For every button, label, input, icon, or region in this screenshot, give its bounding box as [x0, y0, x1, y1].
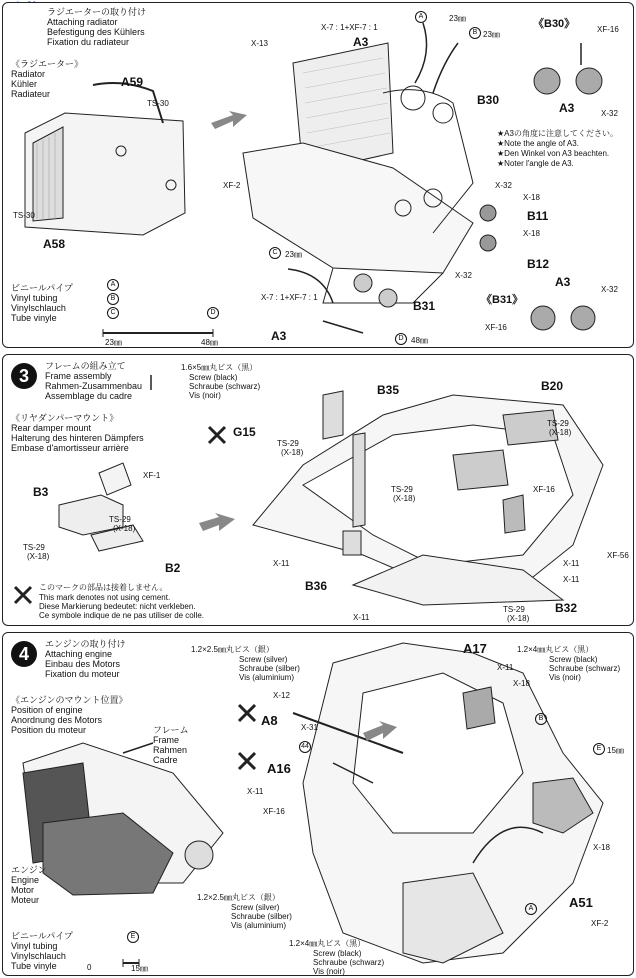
step3-sub-fr: Embase d'amortisseur arrière: [11, 443, 129, 453]
paint-xf16: XF-16: [263, 807, 285, 816]
step3-title-fr: Assemblage du cadre: [45, 391, 133, 401]
paint-ts29-1: TS-29: [277, 439, 299, 448]
step2-title-de: Befestigung des Kühlers: [47, 27, 145, 37]
step4-sub-de: Anordnung des Motors: [11, 715, 103, 725]
screw-silver-top-jp: 1.2×2.5㎜丸ビス（銀）: [191, 645, 274, 654]
tube-b-circle: B: [535, 713, 547, 725]
tube-c-top: [269, 247, 281, 259]
note-jp: ★A3の角度に注意してください。: [497, 129, 618, 138]
tube-a-marker-step4: [525, 903, 537, 915]
step4-sub-fr: Position du moteur: [11, 725, 87, 735]
screw-black-top-fr: Vis (noir): [549, 673, 581, 682]
paint-x18-6: (X-18): [507, 614, 530, 623]
screw-silver-bottom-fr: Vis (aluminium): [231, 921, 286, 930]
part-a8: A8: [261, 713, 278, 728]
radiator-drawing: [3, 3, 633, 347]
part-a3-top: A3: [353, 35, 369, 49]
step4-title-fr: Fixation du moteur: [45, 669, 120, 679]
part-a51: A51: [569, 895, 593, 910]
tube-e-marker-step4: [593, 743, 605, 755]
part-b30: B30: [477, 93, 500, 107]
step3-screw-jp: 1.6×5㎜丸ビス（黒）: [181, 363, 258, 372]
step2-title-en: Attaching radiator: [47, 17, 118, 27]
step4-sub-jp: 《エンジンのマウント位置》: [11, 695, 128, 705]
part-a16: A16: [267, 761, 291, 776]
note-en: ★Note the angle of A3.: [497, 139, 579, 148]
part-b11: B11: [527, 209, 549, 223]
frame-label-jp: フレーム: [153, 725, 189, 735]
part-b3: B3: [33, 485, 49, 499]
screw-silver-top-fr: Vis (aluminium): [239, 673, 294, 682]
legend4-e-marker: E: [127, 931, 139, 943]
part-b2: B2: [165, 561, 181, 575]
paint-mix-bottom: X-7 : 1+XF-7 : 1: [261, 293, 318, 302]
paint-x32-low: X-32: [455, 271, 472, 280]
tube-d-marker: D: [395, 333, 407, 345]
paint-x11-3: X-11: [563, 575, 580, 584]
screw-black-bottom-fr: Vis (noir): [313, 967, 345, 976]
step-4-panel: [2, 632, 634, 976]
step4-title-jp: エンジンの取り付け: [45, 639, 126, 649]
paint-x11-1: X-11: [273, 559, 290, 568]
part-a59: A59: [121, 75, 144, 89]
engine-label-jp: エンジン: [11, 865, 47, 875]
legend4-len0: 0: [87, 963, 92, 972]
tube-a-top: [415, 11, 427, 23]
paint-ts29-5: TS-29: [23, 543, 45, 552]
legend-fr: Tube vinyle: [11, 313, 57, 323]
step4-sub-en: Position of engine: [11, 705, 83, 715]
paint-x18-2: (X-18): [549, 428, 572, 437]
screw-black-top-de: Schraube (schwarz): [549, 664, 621, 673]
legend4-e: [127, 931, 139, 943]
paint-x18-low: X-18: [523, 229, 540, 238]
tube-c-marker: C: [269, 247, 281, 259]
step2-sub-en: Radiator: [11, 69, 46, 79]
paint-x11-4: X-11: [353, 613, 370, 622]
paint-xf56: XF-56: [607, 551, 629, 560]
tube-a-marker: A: [415, 11, 427, 23]
part-b31: B31: [413, 299, 436, 313]
screw-black-bottom-en: Screw (black): [313, 949, 362, 958]
b31-box-a3: A3: [555, 275, 571, 289]
paint-x18-top: X-18: [513, 679, 530, 688]
step3-sub-en: Rear damper mount: [11, 423, 92, 433]
part-b36: B36: [305, 579, 328, 593]
paint-ts29-3: TS-29: [391, 485, 413, 494]
paint-xf16: XF-16: [533, 485, 555, 494]
legend4-de: Vinylschlauch: [11, 951, 66, 961]
part-a17: A17: [463, 641, 487, 656]
screw-black-bottom-jp: 1.2×4㎜丸ビス（黒）: [289, 939, 366, 948]
screw-black-top-en: Screw (black): [549, 655, 598, 664]
b31-box-x32: X-32: [601, 285, 618, 294]
paint-xf2: XF-2: [591, 919, 609, 928]
engine-drawing: [3, 633, 633, 975]
tube-c-length: 23㎜: [285, 250, 302, 259]
legend4-en: Vinyl tubing: [11, 941, 58, 951]
engine-label-en: Engine: [11, 875, 40, 885]
b31-box-title: 《B31》: [481, 294, 524, 306]
part-b12: B12: [527, 257, 550, 271]
paint-ts29-2: TS-29: [547, 419, 569, 428]
step3-title-de: Rahmen-Zusammenbau: [45, 381, 143, 391]
screw-silver-bottom-de: Schraube (silber): [231, 912, 292, 921]
part-a58: A58: [43, 237, 66, 251]
step2-sub-jp: 《ラジエーター》: [11, 59, 84, 69]
step2-title-fr: Fixation du radiateur: [47, 37, 130, 47]
step3-sub-jp: 《リヤダンパーマウント》: [11, 413, 119, 423]
screw-silver-bottom-jp: 1.2×2.5㎜丸ビス（銀）: [197, 893, 280, 902]
frame-label-en: Frame: [153, 735, 180, 745]
tube-b-length: 23㎜: [483, 30, 500, 39]
cement-fr: Ce symbole indique de ne pas utiliser de colle.: [39, 611, 204, 620]
frame-label-de: Rahmen: [153, 745, 188, 755]
paint-x18-right: X-18: [593, 843, 610, 852]
screw-black-top-jp: 1.2×4㎜丸ビス（黒）: [517, 645, 594, 654]
step3-sub-de: Halterung des hinteren Dämpfers: [11, 433, 144, 443]
marker-44: [299, 741, 311, 753]
paint-x11-mid: X-11: [247, 787, 264, 796]
legend-len-23: 23㎜: [105, 338, 122, 347]
step4-number: 4: [11, 641, 37, 667]
screw-silver-top-de: Schraube (silber): [239, 664, 300, 673]
part-b32: B32: [555, 601, 578, 615]
legend-d-marker: D: [207, 307, 219, 319]
legend-c-marker: C: [107, 307, 119, 319]
paint-x11-2: X-11: [563, 559, 580, 568]
step4-title-en: Attaching engine: [45, 649, 113, 659]
legend-b-marker: B: [107, 293, 119, 305]
part-b35: B35: [377, 383, 400, 397]
tube-e-circle: E: [593, 743, 605, 755]
step2-sub-fr: Radiateur: [11, 89, 51, 99]
b30-box-a3: A3: [559, 101, 575, 115]
frame-label-fr: Cadre: [153, 755, 178, 765]
engine-label-de: Motor: [11, 885, 35, 895]
step3-screw-fr: Vis (noir): [189, 391, 221, 400]
part-g15: G15: [233, 425, 256, 439]
part-b20: B20: [541, 379, 564, 393]
legend-a-marker: A: [107, 279, 119, 291]
screw-silver-bottom-en: Screw (silver): [231, 903, 280, 912]
b30-box-xf16: XF-16: [597, 25, 619, 34]
paint-xf2: XF-2: [223, 181, 241, 190]
tube-d-bottom: [395, 333, 407, 345]
paint-x18-4: (X-18): [113, 524, 136, 533]
paint-x31: X-31: [301, 723, 318, 732]
note-de: ★Den Winkel von A3 beachten.: [497, 149, 610, 158]
cement-jp: このマークの部品は接着しません。: [39, 583, 168, 592]
b30-box-title: 《B30》: [533, 18, 576, 30]
b31-box-xf16: XF-16: [485, 323, 507, 332]
legend-b: [107, 293, 119, 305]
tube-a-circle: A: [525, 903, 537, 915]
step-3-panel: [2, 354, 634, 626]
tube-b-marker: B: [469, 27, 481, 39]
b30-box-x32: X-32: [601, 109, 618, 118]
legend-de: Vinylschlauch: [11, 303, 66, 313]
paint-x11-top: X-11: [497, 663, 514, 672]
screw-silver-top-en: Screw (silver): [239, 655, 288, 664]
step3-screw-en: Screw (black): [189, 373, 238, 382]
legend-a: [107, 279, 119, 291]
legend-jp: ビニールパイプ: [11, 283, 73, 293]
tube-e-length-step4: 15㎜: [607, 746, 624, 755]
step4-title-de: Einbau des Motors: [45, 659, 121, 669]
step3-screw-de: Schraube (schwarz): [189, 382, 261, 391]
paint-x32-mid: X-32: [495, 181, 512, 190]
note-fr: ★Noter l'angle de A3.: [497, 159, 574, 168]
tube-b-marker-step4: [535, 713, 547, 725]
paint-x12: X-12: [273, 691, 290, 700]
part-a3-bottom: A3: [271, 329, 287, 343]
step2-sub-de: Kühler: [11, 79, 38, 89]
step-2-panel: [2, 2, 634, 348]
legend-d: [207, 307, 219, 319]
tube-d-length: 48㎜: [411, 336, 428, 345]
paint-mix-top: X-7 : 1+XF-7 : 1: [321, 23, 378, 32]
paint-ts29-6: TS-29: [503, 605, 525, 614]
legend-len-48: 48㎜: [201, 338, 218, 347]
tube-a-length: 23㎜: [449, 14, 466, 23]
step3-number: 3: [11, 363, 37, 389]
screw-black-bottom-de: Schraube (schwarz): [313, 958, 385, 967]
legend-c: [107, 307, 119, 319]
paint-x13: X-13: [251, 39, 268, 48]
paint-ts30-left: TS-30: [13, 211, 35, 220]
paint-x18-5: (X-18): [27, 552, 50, 561]
cement-de: Diese Markierung bedeutet: nicht verkleben.: [39, 602, 196, 611]
paint-ts30-top: TS-30: [147, 99, 169, 108]
paint-x18-1: (X-18): [281, 448, 304, 457]
legend4-jp: ビニールパイプ: [11, 931, 73, 941]
paint-x18-3: (X-18): [393, 494, 416, 503]
step3-title-en: Frame assembly: [45, 371, 112, 381]
legend4-len15: 15㎜: [131, 964, 148, 973]
paint-x18-mid: X-18: [523, 193, 540, 202]
step3-title-jp: フレームの組み立て: [45, 361, 126, 371]
paint-ts29-4: TS-29: [109, 515, 131, 524]
step2-title-jp: ラジエーターの取り付け: [47, 7, 147, 17]
engine-label-fr: Moteur: [11, 895, 40, 905]
paint-xf1: XF-1: [143, 471, 161, 480]
legend4-fr: Tube vinyle: [11, 961, 57, 971]
cement-en: This mark denotes not using cement.: [39, 593, 171, 602]
legend-en: Vinyl tubing: [11, 293, 58, 303]
marker-44-circle: 44: [299, 741, 311, 753]
tube-b-top: [469, 27, 481, 39]
